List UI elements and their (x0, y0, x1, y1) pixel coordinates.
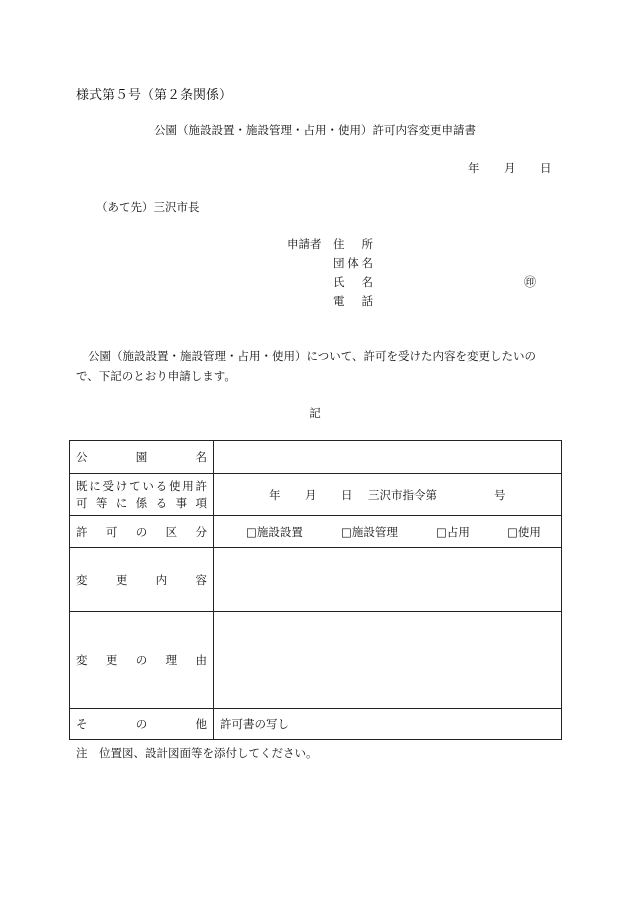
table-row-permit-type (70, 516, 562, 548)
applicant-label: 申請者 (287, 237, 322, 251)
prior-year: 年 (269, 487, 281, 502)
applicant-row-address (287, 236, 373, 252)
field-group-label: 団体名 (333, 256, 373, 270)
change-content-value[interactable] (214, 548, 562, 612)
table-row-prior-permit (70, 474, 562, 516)
checkbox-facility-installation[interactable]: □施設設置 (246, 524, 303, 539)
checkbox-facility-management[interactable]: □施設管理 (341, 524, 398, 539)
prior-day: 日 (341, 487, 353, 502)
prior-permit-value[interactable] (214, 474, 562, 516)
park-name-value[interactable] (214, 441, 562, 474)
date-day: 日 (540, 161, 552, 175)
table-row-change-content (70, 548, 562, 612)
form-number: 様式第５号（第２条関係） (76, 88, 233, 103)
footnote: 注 位置図、設計図面等を添付してください。 (76, 746, 318, 760)
change-reason-value[interactable] (214, 612, 562, 709)
applicant-row-group (287, 255, 373, 271)
date-line (468, 160, 552, 176)
checkbox-use[interactable]: □使用 (507, 524, 541, 539)
checkbox-occupancy[interactable]: □占用 (436, 524, 470, 539)
prior-permit-label-line2: 可等に係る事項 (76, 495, 207, 510)
seal-icon: ㊞ (524, 275, 537, 289)
field-address-label: 住 所 (333, 237, 373, 251)
prior-order: 三沢市指令第 (368, 487, 437, 502)
document-title: 公園（施設設置・施設管理・占用・使用）許可内容変更申請書 (154, 123, 476, 137)
applicant-row-name (287, 274, 373, 290)
body-text: 公園（施設設置・施設管理・占用・使用）について、許可を受けた内容を変更したいので、下記のとおり申請します。 (76, 349, 537, 383)
applicant-row-phone (287, 293, 373, 309)
other-label: その他 (76, 717, 207, 731)
other-value-text: 許可書の写し (220, 717, 289, 731)
prior-number: 号 (494, 487, 506, 502)
other-value[interactable] (214, 709, 562, 740)
addressee: （あて先）三沢市長 (96, 200, 200, 214)
date-year: 年 (468, 161, 480, 175)
prior-month: 月 (305, 487, 317, 502)
park-name-label: 公園名 (76, 450, 207, 464)
table-row-other (70, 709, 562, 740)
change-content-label: 変更内容 (76, 572, 207, 587)
permit-type-label: 許可の区分 (76, 524, 207, 539)
field-phone-label: 電 話 (333, 294, 373, 308)
table-row-change-reason (70, 612, 562, 709)
change-reason-label: 変更の理由 (76, 653, 207, 667)
detail-table (69, 440, 562, 740)
table-row-park-name (70, 441, 562, 474)
field-name-label: 氏 名 (333, 275, 373, 289)
ki-heading: 記 (309, 406, 321, 420)
prior-permit-label-line1: 既に受けている使用許 (76, 478, 207, 493)
date-month: 月 (504, 161, 516, 175)
